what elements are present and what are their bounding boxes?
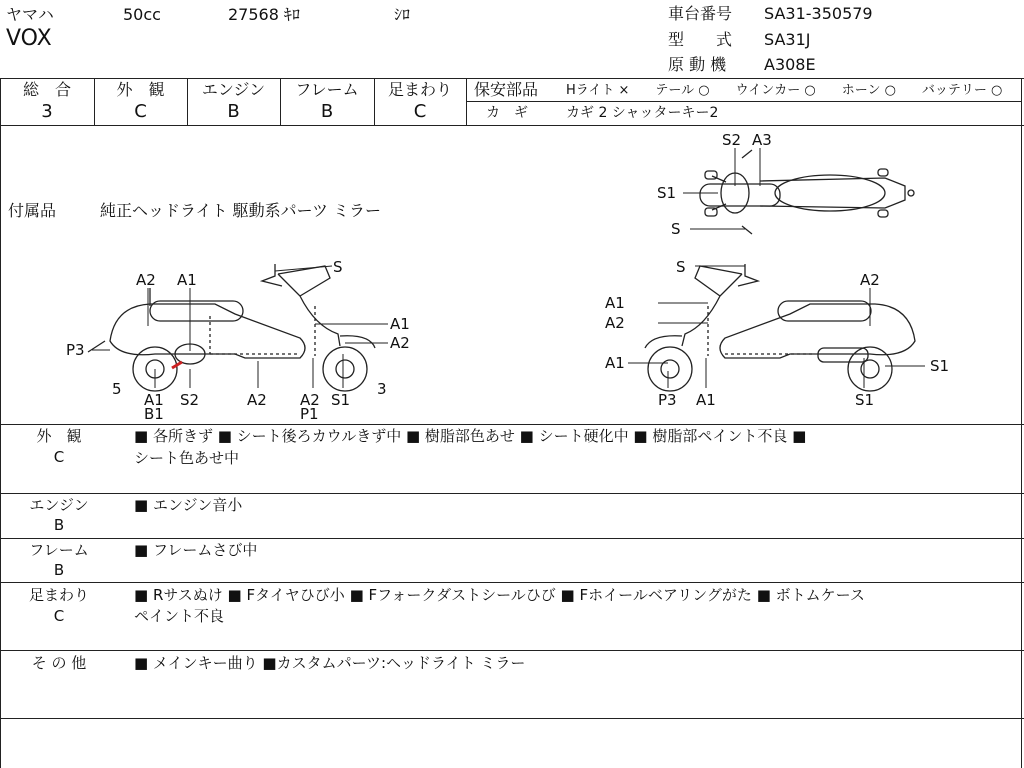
divider [0,78,1024,79]
remark-text-exterior: ■ 各所きず ■ シート後ろカウルきず中 ■ 樹脂部色あせ ■ シート硬化中 ■ 樹脂部ペイント不良 ■ [134,427,807,445]
remark-grade-exterior: C [53,448,65,466]
diagram-label: A2 [247,391,267,409]
keys-value: カギ 2 シャッターキー2 [566,105,719,121]
divider [0,538,1024,539]
remark-label-other: そ の 他 [31,654,87,672]
damage-diagram [0,126,1024,426]
diagram-label: 3 [377,380,387,398]
remark-label-exterior: 外 観 [36,427,82,445]
diagram-label: A3 [752,131,772,149]
maker: ヤマハ [6,5,54,24]
diagram-label: S2 [722,131,742,149]
divider [0,650,1024,651]
safety-items: Hライト × テール ○ ウインカー ○ ホーン ○ バッテリー ○ [566,83,1003,98]
grade-suspension-label: 足まわり [387,80,452,99]
diagram-label: A1 [144,391,164,409]
diagram-label: P3 [658,391,677,409]
remark-grade-frame: B [53,561,65,579]
grade-engine-value: B [227,101,240,122]
grade-frame-label: フレーム [295,80,359,99]
diagram-label: S [676,258,686,276]
diagram-label: S [333,258,343,276]
engine-value: A308E [764,55,816,74]
grade-total-label: 総 合 [22,80,71,99]
accessories-label: 付属品 [8,201,57,220]
grade-exterior-label: 外 観 [116,80,165,99]
diagram-label: S2 [180,391,200,409]
divider [0,493,1024,494]
remark-grade-engine: B [53,516,65,534]
diagram-label: A1 [177,271,197,289]
grade-engine-label: エンジン [201,80,266,99]
remark-label-frame: フレーム [29,541,89,559]
diagram-label: A2 [605,314,625,332]
diagram-label: P3 [66,341,85,359]
remark-text-exterior-2: シート色あせ中 [134,449,240,467]
divider [0,718,1024,719]
diagram-label: A2 [860,271,880,289]
keys-label: カ ギ [486,105,528,121]
remark-label-engine: エンジン [29,496,89,514]
displacement: 50cc [123,5,161,24]
model-name: VOX [6,26,52,51]
diagram-label: S1 [331,391,351,409]
diagram-label: S [671,220,681,238]
type-label: 型 式 [668,30,733,49]
remark-text-suspension: ■ Rサスぬけ ■ Fタイヤひび小 ■ Fフォークダストシールひび ■ Fホイールベアリングがた ■ ボトムケース [134,586,865,604]
divider [0,582,1024,583]
divider [466,78,467,125]
remark-label-suspension: 足まわり [28,586,89,604]
top-view-scooter [700,150,914,234]
remark-text-suspension-2: ペイント不良 [134,607,225,625]
diagram-label: A1 [605,354,625,372]
diagram-label: 5 [112,380,122,398]
remark-text-engine: ■ エンジン音小 [134,496,243,514]
type-value: SA31J [764,30,811,49]
frame-no-label: 車台番号 [668,4,733,23]
diagram-label: A1 [696,391,716,409]
grade-exterior-value: C [134,101,147,122]
diagram-label: S1 [930,357,950,375]
engine-label: 原 動 機 [668,55,727,74]
frame-no: SA31-350579 [764,4,873,23]
diagram-label: B1 [144,405,164,423]
leader-lines [92,148,925,388]
diagram-label: S1 [855,391,875,409]
accessories-value: 純正ヘッドライト 駆動系パーツ ミラー [100,201,382,220]
diagram-label: A1 [390,315,410,333]
mileage: 27568 ｷﾛ [228,5,300,24]
grade-total-value: 3 [41,101,53,122]
diagram-label: P1 [300,405,319,423]
remark-text-frame: ■ フレームさび中 [134,541,258,559]
diagram-label: A2 [300,391,320,409]
grade-frame-value: B [320,101,334,122]
remark-grade-suspension: C [53,607,65,625]
remark-text-other: ■ メインキー曲り ■カスタムパーツ:ヘッドライト ミラー [134,654,526,672]
safety-label: 保安部品 [474,80,539,99]
divider [0,424,1024,425]
diagram-label: A2 [390,334,410,352]
left-view-scooter [88,264,375,391]
grade-suspension-value: C [413,101,427,122]
diagram-label: S1 [657,184,677,202]
divider [466,101,1022,102]
diagram-label: A1 [605,294,625,312]
body-color: ｼﾛ [394,5,411,24]
diagram-label: A2 [136,271,156,289]
